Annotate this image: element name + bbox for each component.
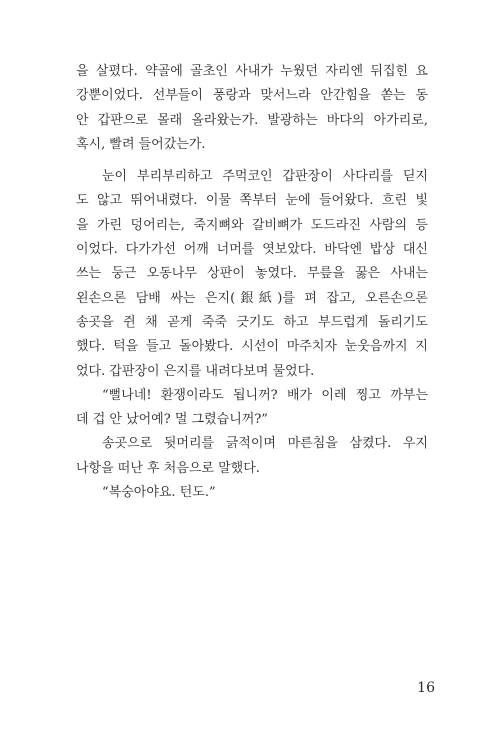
text-line: 었다. 갑판장이 은지를 내려다보며 물었다.	[76, 363, 315, 379]
paragraph	[76, 165, 428, 384]
text-line: 했다. 턱을 들고 돌아봤다. 시선이 마주치자 눈웃음까지 지	[76, 339, 428, 355]
paragraph	[76, 384, 428, 433]
body-text	[76, 60, 428, 505]
text-line: 눈이 부리부리하고 주먹코인 갑판장이 사다리를 딛지	[102, 169, 428, 185]
text-line: “복숭아야요. 턴도.”	[102, 485, 216, 501]
paragraph-gap	[76, 157, 428, 165]
text-line: 이었다. 다가가선 어깨 너머를 엿보았다. 바닥엔 밥상 대신	[76, 242, 428, 258]
text-line: 송곳을 쥔 채 곧게 죽죽 긋기도 하고 부드럽게 돌리기도	[76, 314, 428, 330]
text-line: 왼손으론 담배 싸는 은지(銀紙)를 펴 잡고, 오른손으론	[76, 290, 428, 306]
text-line: 데 겁 안 났어예? 멀 그렸습니꺼?”	[76, 412, 268, 428]
text-line: 송곳으로 뒷머리를 긁적이며 마른침을 삼켰다. 우지	[102, 436, 428, 452]
paragraph	[76, 481, 428, 505]
text-line: 도 않고 뛰어내렸다. 이물 쪽부터 눈에 들어왔다. 흐린 빛	[76, 193, 428, 209]
text-line: 강뿐이었다. 선부들이 풍랑과 맞서느라 안간힘을 쏟는 동	[76, 88, 428, 104]
text-line: “뻘나네! 환쟁이라도 됩니꺼? 배가 이레 찡고 까부는	[102, 387, 428, 403]
paragraph	[76, 432, 428, 481]
text-line: 을 가린 덩어리는, 죽지뼈와 갈비뼈가 도드라진 사람의 등	[76, 217, 428, 233]
text-line: 혹시, 빨려 들어갔는가.	[76, 136, 206, 152]
text-line: 을 살폈다. 약골에 골초인 사내가 누웠던 자리엔 뒤집힌 요	[76, 64, 428, 79]
paragraph	[76, 60, 428, 157]
page-number: 16	[417, 680, 435, 696]
text-line: 나항을 떠난 후 처음으로 말했다.	[76, 460, 260, 476]
text-line: 안 갑판으로 몰래 올라왔는가. 발광하는 바다의 아가리로,	[76, 112, 428, 128]
text-line: 쓰는 둥근 오동나무 상판이 놓였다. 무릎을 꿇은 사내는	[76, 266, 428, 282]
